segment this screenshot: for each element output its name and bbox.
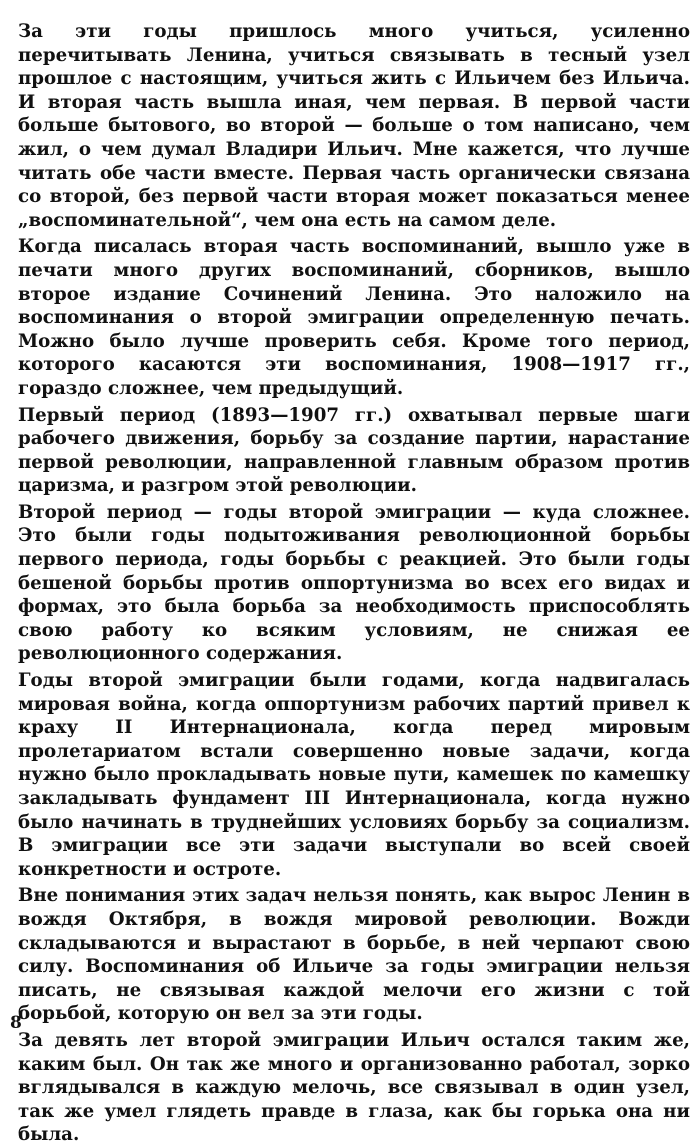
paragraph-4: Второй период — годы второй эмиграции — куда сложнее. Это были годы подытоживания революционной борьбы первого периода, годы борьбы с реакцией. Это были годы бешеной борьбы против оппортунизма во всех его видах и формах, это была борьба за необходимость приспособлять свою работу ко всяким условиям, не снижая ее революционного содержания. bbox=[18, 501, 690, 665]
paragraph-2: Когда писалась вторая часть воспоминаний, вышло уже в печати много других воспоминаний, сборников, вышло второе издание Сочинений Ленина. Это наложило на воспоминания о второй эмиграции определенную печать. Можно было лучше проверить себя. Кроме того период, которого касаются эти воспоминания, 1908—1917 гг., гораздо сложнее, чем предыдущий. bbox=[18, 236, 690, 399]
paragraph-5: Годы второй эмиграции были годами, когда надвигалась мировая война, когда оппортунизм рабочих партий привел к краху II Интернационала, когда перед мировым пролетариатом встали совершенно новые задачи, когда нужно было прокладывать новые пути, камешек по камешку закладывать фундамент III Интернационала, когда нужно было начинать в труднейших условиях борьбу за социализм. В эмиграции все эти задачи выступали во всей своей конкретности и остроте. bbox=[18, 670, 690, 880]
paragraph-3: Первый период (1893—1907 гг.) охватывал первые шаги рабочего движения, борьбу за создание партии, нарастание первой революции, направленной главным образом против царизма, и разгром этой революции. bbox=[18, 404, 690, 497]
paragraph-1: За эти годы пришлось много учиться, усиленно перечитывать Ленина, учиться связывать в тесный узел прошлое с настоящим, учиться жить с Ильичем без Ильича. И вторая часть вышла иная, чем первая. В первой части больше бытового, во второй — больше о том написано, чем жил, о чем думал Владири Ильич. Мне кажется, что лучше читать обе части вместе. Первая часть органически связана со второй, без первой части вторая может показаться менее „воспоминательной“, чем она есть на самом деле. bbox=[18, 21, 690, 231]
paragraph-7: За девять лет второй эмиграции Ильич остался таким же, каким был. Он так же много и организованно работал, зорко вглядывался в каждую мелочь, все связывал в один узел, так же умел глядеть правде в глаза, как бы горька она ни была. bbox=[18, 1029, 690, 1146]
document-page bbox=[18, 20, 690, 1146]
page-number: 8 bbox=[10, 1013, 22, 1033]
paragraph-6: Вне понимания этих задач нельзя понять, как вырос Ленин в вождя Октября, в вождя мировой революции. Вожди складываются и вырастают в борьбе, в ней черпают свою силу. Воспоминания об Ильиче за годы эмиграции нельзя писать, не связывая каждой мелочи его жизни с той борьбой, которую он вел за эти годы. bbox=[18, 885, 690, 1025]
